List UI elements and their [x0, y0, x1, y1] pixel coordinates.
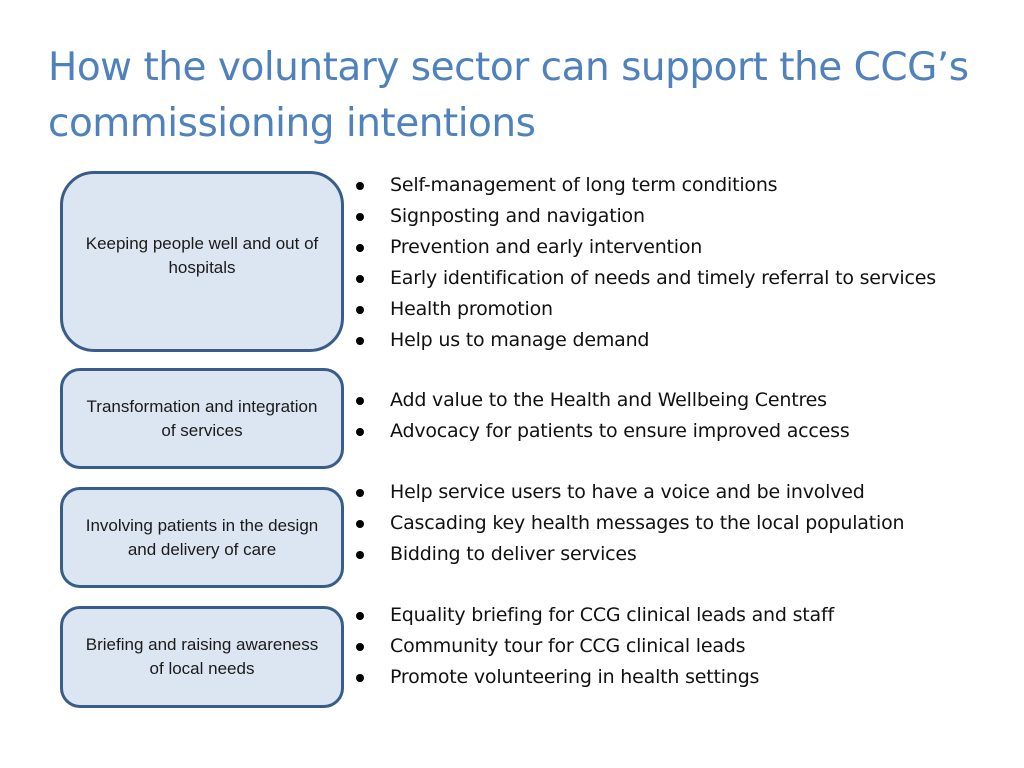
- bullet-list-involving-patients: [352, 477, 904, 570]
- bullet-text: Bidding to deliver services: [390, 543, 637, 565]
- bullet-text: Health promotion: [390, 298, 553, 320]
- section-box-label: Briefing and raising awareness of local needs: [85, 635, 319, 678]
- bullet-icon: [356, 213, 364, 221]
- bullet-text: Self-management of long term conditions: [390, 174, 778, 196]
- bullet-item: [352, 201, 936, 232]
- bullet-icon: [356, 551, 364, 559]
- bullet-text: Help us to manage demand: [390, 329, 650, 351]
- bullet-item: [352, 539, 904, 570]
- section-box-label: Transformation and integration of services: [86, 396, 318, 440]
- bullet-text: Equality briefing for CCG clinical leads and staff: [390, 604, 834, 626]
- bullet-icon: [356, 275, 364, 283]
- bullet-item: [352, 294, 936, 325]
- bullet-text: Early identification of needs and timely referral to services: [390, 267, 936, 289]
- bullet-item: [352, 631, 834, 662]
- bullet-text: Prevention and early intervention: [390, 236, 703, 258]
- section-box-involving-patients: [60, 487, 344, 588]
- bullet-item: [352, 170, 936, 201]
- bullet-icon: [356, 428, 364, 436]
- bullet-item: [352, 662, 834, 693]
- section-box-label: Keeping people well and out of hospitals: [85, 233, 319, 277]
- bullet-text: Advocacy for patients to ensure improved access: [390, 420, 850, 442]
- bullet-icon: [356, 337, 364, 345]
- bullet-icon: [356, 244, 364, 252]
- bullet-item: [352, 325, 936, 356]
- bullet-item: [352, 508, 904, 539]
- bullet-icon: [356, 489, 364, 497]
- section-box-transformation: [60, 368, 344, 469]
- bullet-icon: [356, 306, 364, 314]
- bullet-text: Help service users to have a voice and be involved: [390, 481, 865, 503]
- bullet-list-transformation: [352, 385, 850, 447]
- bullet-icon: [356, 643, 364, 651]
- bullet-text: Community tour for CCG clinical leads: [390, 635, 746, 657]
- bullet-list-keeping-people-well: [352, 170, 936, 356]
- section-box-label: Involving patients in the design and delivery of care: [85, 515, 319, 559]
- bullet-icon: [356, 612, 364, 620]
- bullet-text: Signposting and navigation: [390, 205, 645, 227]
- slide-title: How the voluntary sector can support the CCG’s commissioning intentions: [48, 45, 969, 146]
- bullet-icon: [356, 397, 364, 405]
- bullet-icon: [356, 182, 364, 190]
- section-box-briefing: [60, 606, 344, 708]
- bullet-item: [352, 416, 850, 447]
- bullet-item: [352, 232, 936, 263]
- bullet-text: Promote volunteering in health settings: [390, 666, 760, 688]
- bullet-item: [352, 477, 904, 508]
- bullet-item: [352, 263, 936, 294]
- bullet-item: [352, 600, 834, 631]
- bullet-item: [352, 385, 850, 416]
- section-box-keeping-people-well: [60, 171, 344, 352]
- bullet-text: Add value to the Health and Wellbeing Centres: [390, 389, 827, 411]
- bullet-icon: [356, 674, 364, 682]
- bullet-list-briefing: [352, 600, 834, 693]
- bullet-icon: [356, 520, 364, 528]
- bullet-text: Cascading key health messages to the local population: [390, 512, 905, 534]
